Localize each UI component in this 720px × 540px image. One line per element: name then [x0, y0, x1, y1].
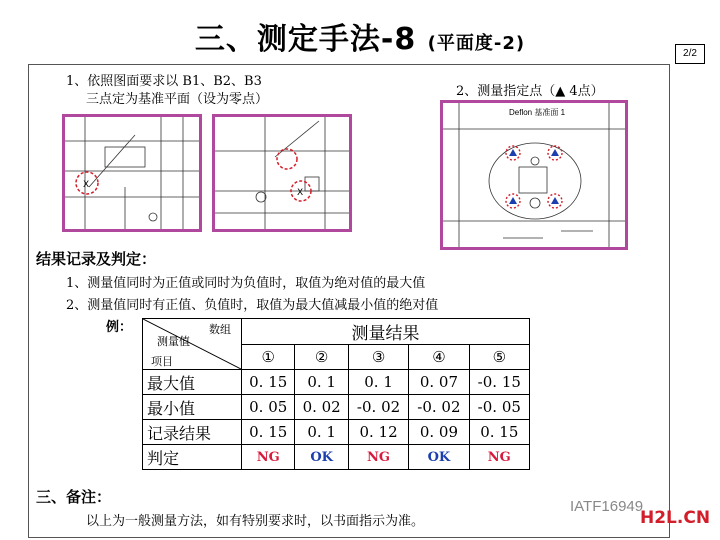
- svg-text:X: X: [83, 180, 90, 190]
- table-cell: -0. 15: [469, 370, 529, 395]
- watermark-text: IATF16949: [570, 498, 644, 515]
- table-cell: 0. 09: [409, 420, 469, 445]
- drawing-left: [62, 114, 202, 232]
- column-header: ②: [295, 345, 348, 370]
- table-cell: -0. 02: [409, 395, 469, 420]
- column-header: ⑤: [469, 345, 529, 370]
- drawing-middle-figure: [215, 117, 349, 229]
- column-header: ④: [409, 345, 469, 370]
- title-subtitle: (平面度-2): [427, 33, 526, 54]
- column-header: ①: [242, 345, 295, 370]
- row-label: 判定: [143, 445, 242, 470]
- rule-2: 2、测量值同时有正值、负值时，取值为最大值减最小值的绝对值: [66, 298, 439, 313]
- table-cell: 0. 1: [295, 370, 348, 395]
- table-cell: 0. 15: [242, 370, 295, 395]
- logo-text: H2L.CN: [640, 508, 711, 528]
- corner-top-label: 数组: [209, 323, 231, 336]
- rule-1: 1、测量值同时为正值或同时为负值时，取值为绝对值的最大值: [66, 276, 426, 291]
- step1-line1: 1、依照图面要求以 B1、B2、B3: [66, 74, 262, 89]
- notes-text: 以上为一般测量方法，如有特别要求时，以书面指示为准。: [86, 514, 425, 529]
- drawing-left-figure: [65, 117, 199, 229]
- table-cell: 0. 1: [295, 420, 348, 445]
- table-cell: 0. 05: [242, 395, 295, 420]
- drawing-right-label: Deflon 基准面 1: [509, 108, 566, 117]
- table-cell: 0. 12: [348, 420, 408, 445]
- column-header: ③: [348, 345, 408, 370]
- corner-mid-label: 测量值: [157, 335, 190, 348]
- results-table: [142, 318, 530, 470]
- table-cell: -0. 05: [469, 395, 529, 420]
- row-label: 最大值: [143, 370, 242, 395]
- page-title: [0, 14, 720, 58]
- table-row: [143, 445, 530, 470]
- step2-text: 2、测量指定点（▲ 4点）: [456, 84, 604, 99]
- table-row: [143, 420, 530, 445]
- results-heading: 结果记录及判定：: [36, 250, 157, 268]
- judgement-cell: NG: [348, 445, 408, 470]
- table-cell: 0. 15: [242, 420, 295, 445]
- page-number: 2/2: [675, 44, 705, 64]
- table-corner: [143, 319, 242, 370]
- table-cell: 0. 02: [295, 395, 348, 420]
- judgement-cell: NG: [469, 445, 529, 470]
- title-main: 三、测定手法-8: [194, 22, 417, 57]
- judgement-cell: OK: [295, 445, 348, 470]
- table-row: [143, 395, 530, 420]
- drawing-middle: [212, 114, 352, 232]
- table-cell: -0. 02: [348, 395, 408, 420]
- judgement-cell: OK: [409, 445, 469, 470]
- table-row: [143, 370, 530, 395]
- table-cell: 0. 1: [348, 370, 408, 395]
- drawing-right-figure: [443, 103, 625, 247]
- drawing-right: [440, 100, 628, 250]
- judgement-cell: NG: [242, 445, 295, 470]
- row-label: 最小值: [143, 395, 242, 420]
- watermark-logo: [640, 508, 710, 528]
- table-cell: 0. 07: [409, 370, 469, 395]
- table-cell: 0. 15: [469, 420, 529, 445]
- example-label: 例：: [106, 320, 133, 335]
- notes-heading: 三、备注：: [36, 488, 112, 506]
- step1-line2: 三点定为基准平面（设为零点）: [86, 92, 269, 107]
- row-label: 记录结果: [143, 420, 242, 445]
- svg-text:X: X: [297, 188, 304, 198]
- table-title: 测量结果: [242, 319, 530, 345]
- corner-bottom-label: 项目: [151, 355, 173, 368]
